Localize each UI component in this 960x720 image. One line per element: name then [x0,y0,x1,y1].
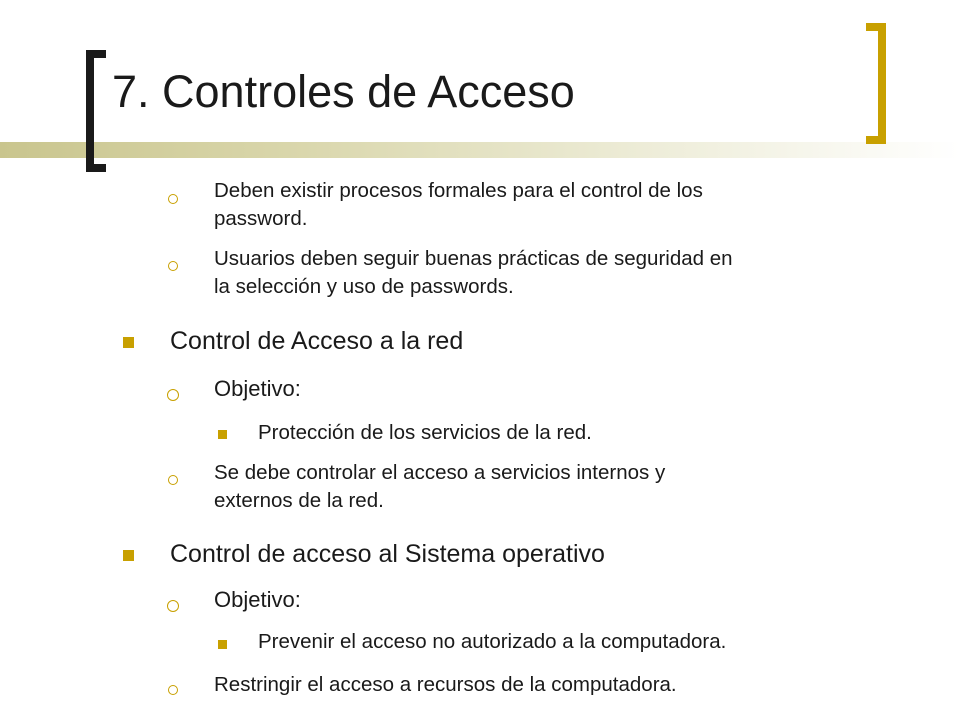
ring-bullet-icon [167,600,179,612]
bullet-item-control-services [214,459,665,515]
bullet-item-network-access [170,325,463,357]
square-bullet-icon [123,550,134,561]
square-bullet-icon [218,640,227,649]
ring-bullet-icon [168,261,178,271]
bullet-line: password. [214,207,308,230]
right-bracket-decoration [866,23,886,144]
square-bullet-icon [218,430,227,439]
bullet-item-network-protection [258,419,592,447]
ring-bullet-icon [168,685,178,695]
bullet-item-formal-processes [214,177,703,233]
bullet-line: Se debe controlar el acceso a servicios internos y [214,461,666,484]
bullet-line: Control de acceso al Sistema operativo [170,540,605,568]
bullet-line: Usuarios deben seguir buenas prácticas de seguridad en [214,247,733,270]
bullet-item-objective-1 [214,374,301,404]
bullet-item-good-practices [214,245,733,301]
left-bracket-decoration [86,50,106,172]
bullet-line: Restringir el acceso a recursos de la computadora. [214,673,677,696]
bullet-line: Objetivo: [214,376,301,401]
title-underline-rule [0,142,960,158]
bullet-line: Deben existir procesos formales para el control de los [214,179,703,202]
bullet-item-restrict-resources [214,671,677,699]
ring-bullet-icon [167,389,179,401]
bullet-line: Prevenir el acceso no autorizado a la computadora. [258,630,727,653]
ring-bullet-icon [168,194,178,204]
bullet-item-os-access [170,538,605,570]
slide-title: 7. Controles de Acceso [112,66,575,117]
bullet-item-prevent-access [258,628,726,656]
square-bullet-icon [123,337,134,348]
bullet-line: la selección y uso de passwords. [214,275,514,298]
bullet-line: Objetivo: [214,587,301,612]
bullet-line: Protección de los servicios de la red. [258,421,592,444]
ring-bullet-icon [168,475,178,485]
bullet-line: externos de la red. [214,489,384,512]
bullet-line: Control de Acceso a la red [170,327,464,355]
bullet-item-objective-2 [214,585,301,615]
